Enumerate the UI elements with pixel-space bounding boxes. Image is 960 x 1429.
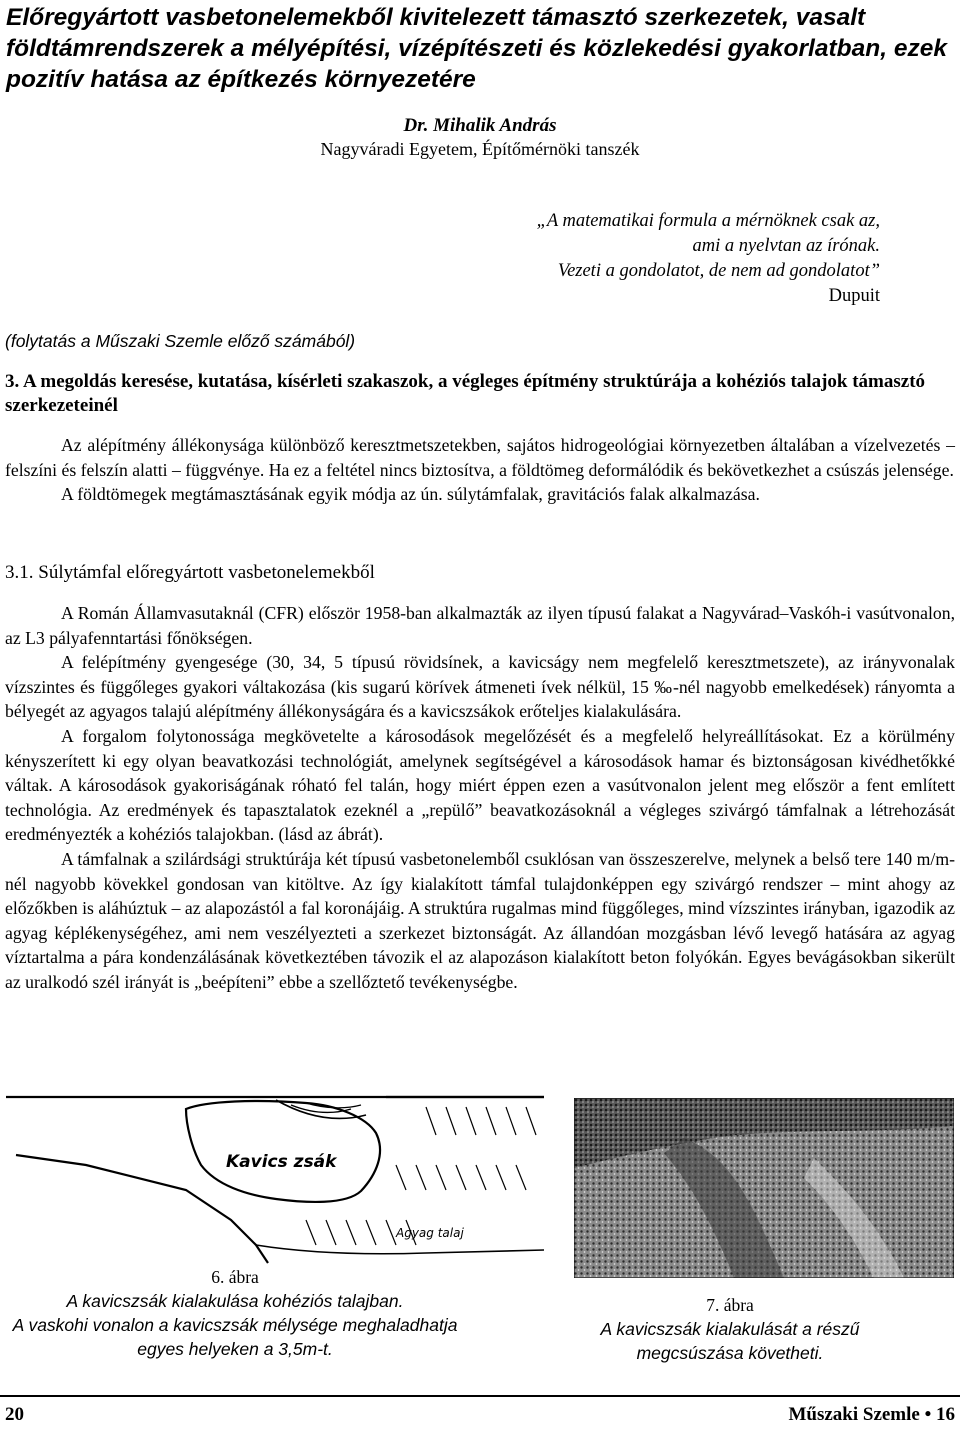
article-title: Előregyártott vasbetonelemekből kivitelezett támasztó szerkezetek, vasalt földtámrendszerek a mélyépítési, vízépítészeti és közlekedési gyakorlatban, ezek pozitív hatása az építkezés környezetére <box>6 4 947 93</box>
motto-line-1: „A matematikai formula a mérnöknek csak az, <box>536 211 880 231</box>
journal-name: Műszaki Szemle • 16 <box>788 1404 955 1425</box>
continuation-note: (folytatás a Műszaki Szemle előző számából) <box>5 331 356 351</box>
figure-6-caption <box>4 1265 466 1361</box>
paragraph: Az alépítmény állékonysága különböző keresztmetszetekben, sajátos hidrogeológiai környezetben általában a vízelvezetés – felszíni és felszín alatti – függvénye. Ha ez a feltétel nincs biztosítva, a földtömeg deformálódik és bekövetkezhet a csúszás jelensége. <box>5 435 955 480</box>
footer-divider <box>0 1395 960 1397</box>
section-3-heading: 3. A megoldás keresése, kutatása, kísérleti szakaszok, a végleges építmény struktúrája a kohéziós talajok támasztó szerkezeteinél <box>5 371 926 416</box>
motto-line-3: Vezeti a gondolatot, de nem ad gondolatot” <box>557 261 880 281</box>
sketch-label-clay: Agyag talaj <box>396 1226 464 1240</box>
figure-7-caption-text: A kavicszsák kialakulását a részű megcsúszása követheti. <box>600 1319 860 1363</box>
section-3-body <box>5 433 955 507</box>
sketch-label-gravel-bag: Kavics zsák <box>226 1152 337 1172</box>
motto-quote <box>537 209 880 309</box>
figure-7-photo <box>574 1098 954 1278</box>
paragraph: A Román Államvasutaknál (CFR) először 1958-ban alkalmazták az ilyen típusú falakat a Nagyvárad–Vaskóh-i vasútvonalon, az L3 pályafenntartási főnökségen. <box>5 603 955 648</box>
paragraph: A forgalom folytonossága megkövetelte a károsodások megelőzését és a megfelelő helyreállításokat. Ez a körülmény kényszerített ki egy olyan beavatkozási technológiát, amelynek segítségével a károsodások hamar és biztonságosan kivédhetőkké váltak. A károsodások gyakoriságának róható fel talán, hogy miért éppen ezen a vasútvonalon jelent meg először a fent említett technológia. Az eredmények és tapasztalatok ezeknél a „repülő” beavatkozásoknál a végleges szivárgó támfalnak a létrehozását eredményezték a kohéziós talajokban. (lásd az ábrát). <box>5 725 955 845</box>
author-name: Dr. Mihalik András <box>403 115 557 136</box>
motto-line-2: ami a nyelvtan az írónak. <box>692 236 880 256</box>
author-affiliation: Nagyváradi Egyetem, Építőmérnöki tanszék <box>320 139 640 159</box>
motto-author: Dupuit <box>828 286 880 306</box>
subsection-3-1-body <box>5 601 955 995</box>
paragraph: A földtömegek megtámasztásának egyik módja az ún. súlytámfalak, gravitációs falak alkalmazása. <box>61 484 760 505</box>
page-number: 20 <box>5 1404 24 1425</box>
figure-6-sketch <box>6 1095 544 1265</box>
paragraph: A támfalnak a szilárdsági struktúrája két típusú vasbetonelemből csuklósan van összeszerelve, melynek a belső tere 140 m/m-nél nagyobb kövekkel gondosan van kitöltve. Az így kialakított támfal tulajdonképpen egy szivárgó rendszer – mint ahogy az előzőkben is aláhúztuk – az alapozástól a fal koronájáig. A struktúra rugalmas mind függőleges, mind vízszintes irányban, igazodik az agyag képlékenységéhez, ami nem veszélyezteti a szerkezet biztonságát. Az állandóan mozgásban lévő levegő hatására az agyag víztartalma a pára kondenzálásának következtében távozik el az alapozáson kialakított beton folyókán. Egyes bevágásokban sikerült az uralkodó szél irányát is „beépíteni” ebbe a szellőztető tevékenységbe. <box>5 848 955 992</box>
subsection-3-1-heading: 3.1. Súlytámfal előregyártott vasbetonelemekből <box>5 562 375 583</box>
figure-6-caption-line-2: A vaskohi vonalon a kavicszsák mélysége meghaladhatja egyes helyeken a 3,5m-t. <box>12 1315 458 1359</box>
paragraph: A felépítmény gyengesége (30, 34, 5 típusú rövidsínek, a kavicságy nem megfelelő keresztmetszete), az irányvonalak vízszintes és függőleges gyakori váltakozása (kis sugarú körívek átmeneti ívek nélkül, 15 ‰-nél nagyobb emelkedések) rányomta a bélyegét az agyagos talajú alépítmény állékonyságára és a kavicszsákok erőteljes kialakulására. <box>5 652 955 722</box>
figure-7-number: 7. ábra <box>706 1295 754 1315</box>
figure-6-caption-line-1: A kavicszsák kialakulása kohéziós talajban. <box>66 1291 404 1311</box>
figure-6-number: 6. ábra <box>211 1267 259 1287</box>
figure-7-caption <box>560 1293 900 1365</box>
